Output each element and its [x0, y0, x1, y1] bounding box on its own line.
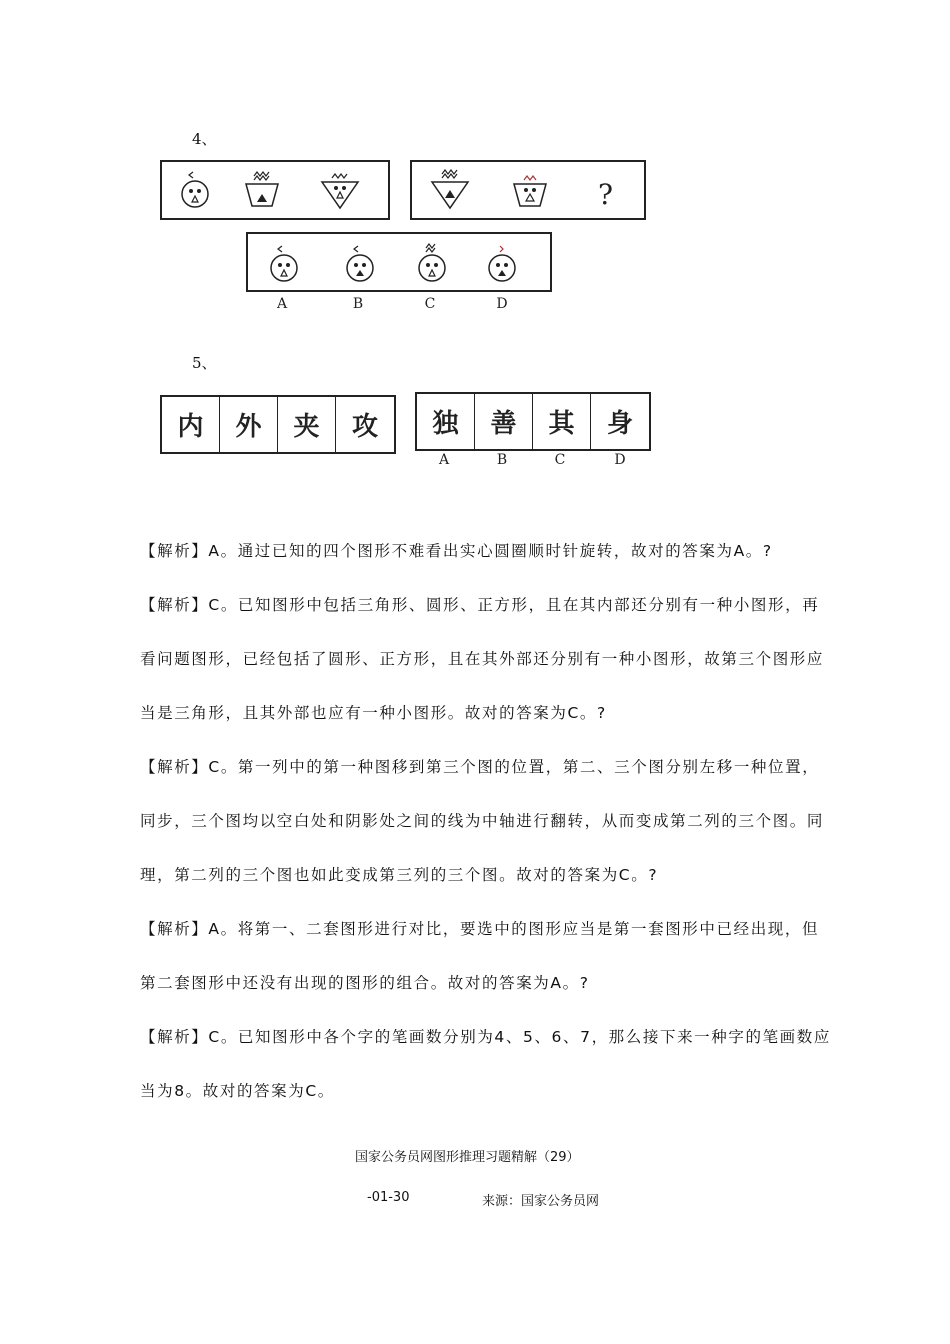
question-5-number: 5、	[192, 354, 217, 372]
q4-option-label-a: A	[276, 296, 288, 312]
q5-option-char: 其	[533, 394, 591, 449]
analysis-5-line-1: 【解析】C。已知图形中各个字的笔画数分别为4、5、6、7，那么接下来一种字的笔画数应	[140, 1028, 831, 1046]
analysis-block	[140, 524, 831, 1118]
option-a-figure	[271, 246, 297, 281]
q4-option-figures	[248, 234, 550, 290]
option-c-figure	[419, 244, 445, 281]
q5-options-row	[415, 392, 651, 451]
analysis-1-line-1: 【解析】A。通过已知的四个图形不难看出实心圆圈顺时针旋转，故对的答案为A。?	[140, 542, 773, 560]
q4-option-label-b: B	[352, 296, 364, 312]
q5-option-char: 身	[606, 409, 633, 439]
bowl-face-figure	[514, 176, 546, 206]
bowl-figure	[246, 172, 278, 206]
q4-stem-figures	[162, 162, 388, 218]
q4-stem-box	[160, 160, 390, 220]
question-4-number: 4、	[192, 130, 217, 148]
q5-option-label-c: C	[554, 452, 566, 468]
q4-option-label-c: C	[424, 296, 436, 312]
analysis-5-line-2: 当为8。故对的答案为C。	[140, 1082, 335, 1100]
q5-stem-char: 内	[162, 397, 220, 452]
analysis-2-line-1: 【解析】C。已知图形中包括三角形、圆形、正方形，且在其内部还分别有一种小图形，再	[140, 596, 820, 614]
article-date: -01-30	[367, 1190, 410, 1205]
triangle-face-figure	[432, 170, 468, 208]
analysis-3-line-3: 理，第二列的三个图也如此变成第三列的三个图。故对的答案为C。?	[140, 866, 659, 884]
question-mark: ?	[598, 178, 614, 211]
q5-stem-char: 夹	[278, 397, 336, 452]
q5-option-char: 善	[475, 394, 533, 449]
option-d-figure	[489, 246, 515, 281]
q4-option-label-d: D	[496, 296, 508, 312]
q4-question-box	[410, 160, 646, 220]
article-source: 来源：国家公务员网	[482, 1194, 600, 1209]
q4-question-figures	[412, 162, 644, 218]
analysis-4-line-1: 【解析】A。将第一、二套图形进行对比，要选中的图形应当是第一套图形中已经出现，但	[140, 920, 820, 938]
q5-stem-char: 外	[220, 397, 278, 452]
q5-stem-char: 攻	[351, 412, 378, 442]
analysis-4-line-2: 第二套图形中还没有出现的图形的组合。故对的答案为A。?	[140, 974, 590, 992]
q5-option-char: 独	[417, 394, 475, 449]
article-title: 国家公务员网图形推理习题精解（29）	[355, 1150, 580, 1165]
q4-options-box	[246, 232, 552, 292]
option-b-figure	[347, 246, 373, 281]
round-face-figure	[182, 172, 208, 207]
analysis-2-line-2: 看问题图形，已经包括了圆形、正方形，且在其外部还分别有一种小图形，故第三个图形应	[140, 650, 825, 668]
analysis-3-line-2: 同步，三个图均以空白处和阴影处之间的线为中轴进行翻转，从而变成第二列的三个图。同	[140, 812, 825, 830]
q5-option-label-d: D	[614, 452, 626, 468]
analysis-2-line-3: 当是三角形，且其外部也应有一种小图形。故对的答案为C。?	[140, 704, 607, 722]
triangle-face-figure	[322, 174, 358, 208]
q5-option-label-a: A	[438, 452, 450, 468]
q5-option-label-b: B	[496, 452, 508, 468]
q5-stem-row	[160, 395, 396, 454]
analysis-3-line-1: 【解析】C。第一列中的第一种图移到第三个图的位置，第二、三个图分别左移一种位置，	[140, 758, 820, 776]
